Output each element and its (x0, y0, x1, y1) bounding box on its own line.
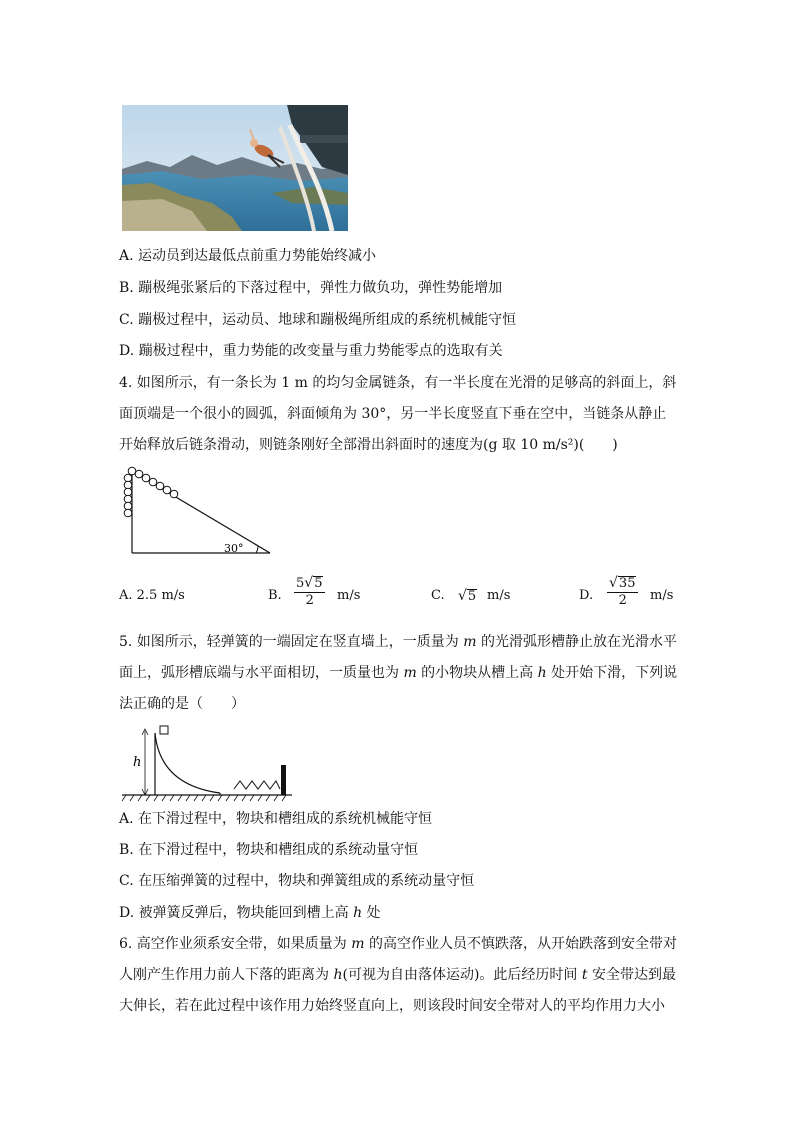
q4-option-d-radicand: 35 (618, 576, 636, 591)
q5-option-c: C. 在压缩弹簧的过程中，物块和弹簧组成的系统动量守恒 (119, 873, 475, 889)
q6-stem-line1 (119, 934, 677, 954)
q4-option-c-unit: m/s (487, 588, 511, 603)
q6-stem-line2 (119, 965, 676, 985)
q4-option-a: A. 2.5 m/s (119, 588, 185, 603)
q5-stem-line1 (119, 632, 677, 652)
q5-figure-h-label: h (133, 755, 142, 770)
q3-option-a: A. 运动员到达最低点前重力势能始终减小 (119, 248, 377, 264)
q3-option-b: B. 蹦极绳张紧后的下落过程中，弹性力做负功，弹性势能增加 (119, 280, 503, 296)
q5-option-a: A. 在下滑过程中，物块和槽组成的系统机械能守恒 (119, 811, 433, 827)
q4-angle-label: 30° (224, 542, 244, 555)
q6-var-h: h (333, 967, 343, 983)
q5-line2-text-end: 处开始下滑，下列说 (546, 665, 678, 681)
q5-option-d-text-end: 处 (362, 905, 381, 921)
q4-stem-line1: 4. 如图所示，有一条长为 1 m 的均匀金属链条，有一半长度在光滑的足够高的斜面上，斜 (119, 375, 677, 391)
q5-var-m: m (463, 634, 477, 650)
q5-stem-line2 (119, 663, 677, 683)
q4-option-b-denominator: 2 (305, 593, 314, 608)
q3-option-c: C. 蹦极过程中，运动员、地球和蹦极绳所组成的系统机械能守恒 (119, 312, 517, 328)
q5-groove-spring-figure (120, 723, 295, 803)
q6-line2-text: 人刚产生作用力前人下落的距离为 (119, 967, 334, 983)
q5-option-d (119, 903, 381, 923)
q6-var-t: t (581, 967, 588, 983)
q6-line2-text-end: 安全带达到最 (587, 967, 676, 983)
q4-option-b-fraction: $\frac{5√5}{2}$ (294, 575, 325, 609)
q4-option-d-unit: m/s (650, 588, 674, 603)
q4-option-d-denominator: 2 (618, 593, 627, 608)
q5-line1-text: 5. 如图所示，轻弹簧的一端固定在竖直墙上，一质量为 (119, 634, 464, 650)
q4-stem-line2: 面顶端是一个很小的圆弧，斜面倾角为 30°，另一半长度竖直下垂在空中，当链条从静止 (119, 406, 667, 422)
q6-line1-text: 6. 高空作业须系安全带，如果质量为 (119, 936, 352, 952)
q4-option-c-letter: C. (431, 588, 445, 603)
q5-var-h: h (537, 665, 547, 681)
q5-var-m2: m (403, 665, 417, 681)
q5-option-d-text: D. 被弹簧反弹后，物块能回到槽上高 (119, 905, 354, 921)
bungee-photo (122, 105, 348, 231)
q4-option-b-unit: m/s (337, 588, 361, 603)
q5-line2-text-mid: 的小物块从槽上高 (416, 665, 538, 681)
q4-option-d-letter: D. (579, 588, 594, 603)
q4-option-d-fraction: $\frac{√35}{2}$ (607, 575, 638, 609)
q6-line1-text-end: 的高空作业人员不慎跌落，从开始跌落到安全带对 (364, 936, 677, 952)
q5-line2-text: 面上，弧形槽底端与水平面相切，一质量也为 (119, 665, 404, 681)
q4-option-c-value: √5 (458, 588, 477, 604)
q5-line1-text-end: 的光滑弧形槽静止放在光滑水平 (476, 634, 677, 650)
q5-stem-line3: 法正确的是（ ） (119, 696, 245, 712)
q5-option-d-var-h: h (353, 905, 363, 921)
q6-var-m: m (351, 936, 365, 952)
q4-stem-line3: 开始释放后链条滑动，则链条刚好全部滑出斜面时的速度为(g 取 10 m/s²)( ) (119, 437, 618, 453)
q4-option-b-letter: B. (268, 588, 282, 603)
q6-line2-text-mid: (可视为自由落体运动)。此后经历时间 (342, 967, 582, 983)
q4-option-b-coef: 5 (296, 576, 305, 591)
q5-option-b: B. 在下滑过程中，物块和槽组成的系统动量守恒 (119, 842, 419, 858)
q4-incline-figure (120, 463, 280, 563)
q4-option-b-radicand: 5 (314, 576, 323, 591)
q4-option-c-radicand: 5 (467, 589, 477, 604)
q6-stem-line3: 大伸长，若在此过程中该作用力始终竖直向上，则该段时间安全带对人的平均作用力大小 (119, 998, 665, 1014)
q3-option-d: D. 蹦极过程中，重力势能的改变量与重力势能零点的选取有关 (119, 343, 503, 359)
